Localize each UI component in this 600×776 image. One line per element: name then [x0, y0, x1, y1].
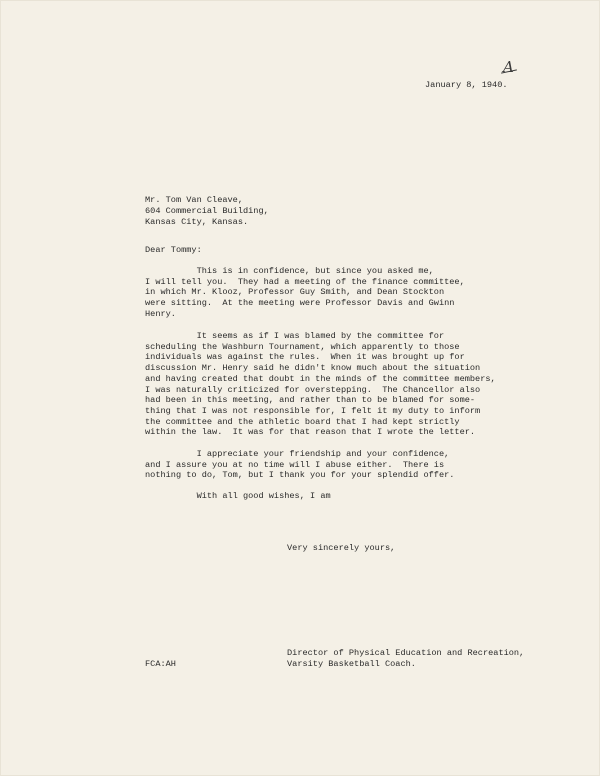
paragraph-line: thing that I was not responsible for, I felt it my duty to inform [145, 405, 481, 416]
paragraph-line: in which Mr. Klooz, Professor Guy Smith, and Dean Stockton [145, 287, 445, 298]
paragraph-line: With all good wishes, I am [145, 491, 331, 501]
recipient-city: Kansas City, Kansas. [145, 217, 249, 227]
paragraph-line: individuals was against the rules. When it was brought up for [145, 352, 465, 363]
paragraph-line: discussion Mr. Henry said he didn't know much about the situation [145, 363, 481, 374]
reference-initials: FCA:AH [145, 659, 176, 669]
salutation: Dear Tommy: [145, 245, 202, 255]
paragraph-line: Henry. [145, 308, 176, 319]
handwritten-annotation: A [503, 58, 523, 78]
complimentary-closing: Very sincerely yours, [287, 543, 396, 553]
paragraph-line: scheduling the Washburn Tournament, which apparently to those [145, 341, 460, 352]
paragraph-line: the committee and the athletic board that I had kept strictly [145, 416, 460, 427]
signature-subtitle: Varsity Basketball Coach. [287, 659, 416, 669]
paragraph-line: I appreciate your friendship and your confidence, [145, 449, 450, 459]
paragraph-line: This is in confidence, but since you asked me, [145, 266, 434, 276]
recipient-street: 604 Commercial Building, [145, 206, 269, 216]
paragraph-line: had been in this meeting, and rather than to be blamed for some- [145, 395, 476, 406]
signature-title: Director of Physical Education and Recreation, [287, 648, 525, 658]
paragraph-line: nothing to do, Tom, but I thank you for your splendid offer. [145, 470, 455, 481]
paragraph-line: I was naturally criticized for overstepping. The Chancellor also [145, 384, 481, 395]
paragraph-line: It seems as if I was blamed by the committee for [145, 331, 445, 341]
paragraph-2 [145, 331, 496, 438]
paragraph-line: and I assure you at no time will I abuse either. There is [145, 459, 445, 470]
paragraph-line: and having created that doubt in the minds of the committee members, [145, 373, 496, 384]
recipient-name: Mr. Tom Van Cleave, [145, 195, 243, 205]
paragraph-line: were sitting. At the meeting were Professor Davis and Gwinn [145, 298, 455, 309]
paragraph-3 [145, 449, 454, 481]
letter-date: January 8, 1940. [425, 80, 508, 90]
paragraph-1 [145, 266, 465, 320]
paragraph-4 [145, 491, 331, 502]
paragraph-line: I will tell you. They had a meeting of the finance committee, [145, 276, 465, 287]
paragraph-line: within the law. It was for that reason that I wrote the letter. [145, 427, 476, 438]
